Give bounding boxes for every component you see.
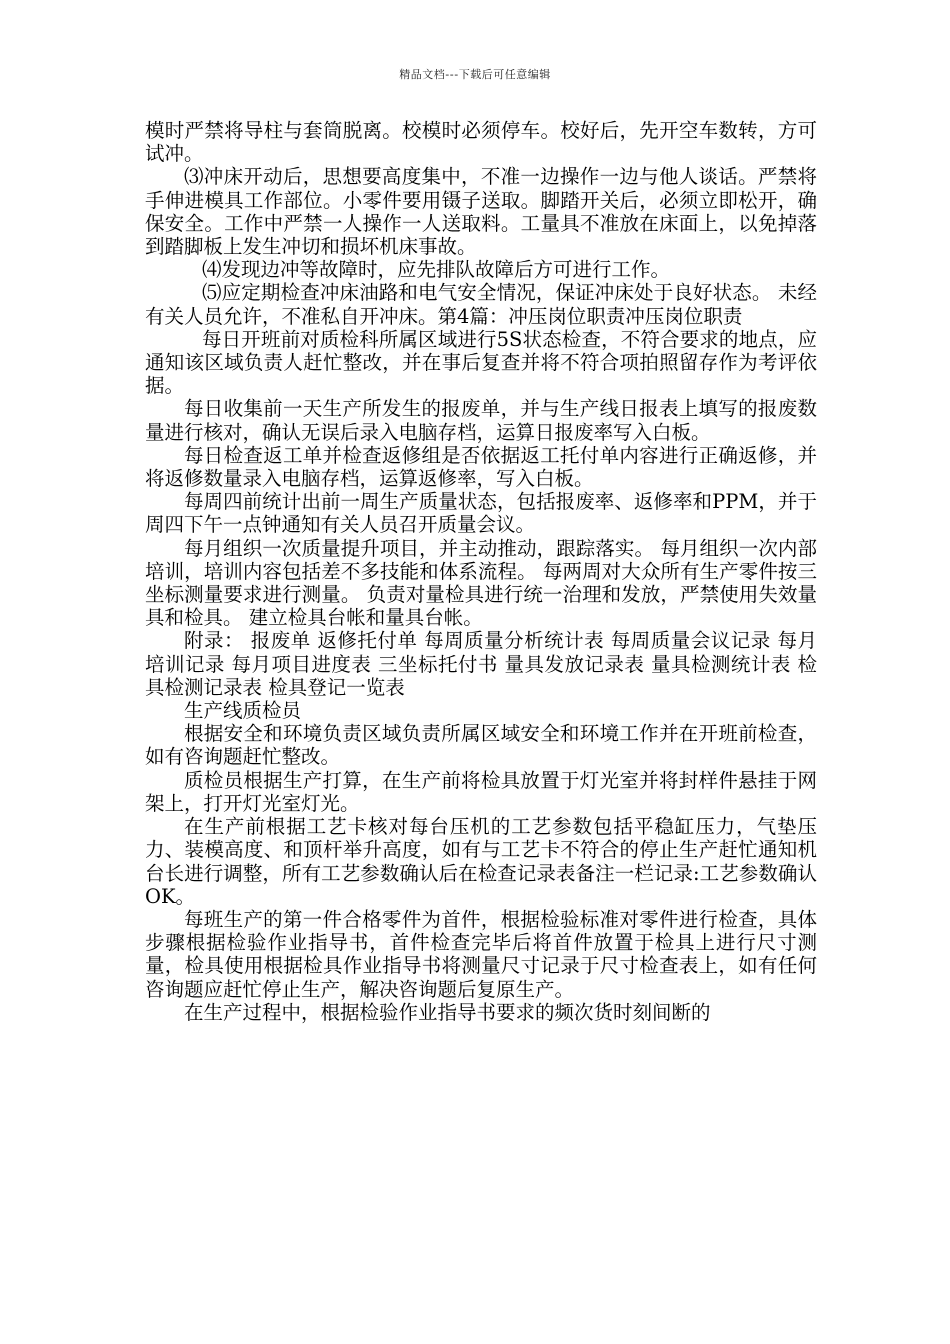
paragraph: 每月组织一次质量提升项目，并主动推动，跟踪落实。 每月组织一次内部培训，培训内容包括差不多技能和体系流程。 每两周对大众所有生产零件按三坐标测量要求进行测量。 负责对量检具进行统一治理和发放，严禁使用失效量具和检具。 建立检具台帐和量具台帐。: [145, 536, 817, 630]
paragraph: 每日开班前对质检科所属区域进行5S状态检查，不符合要求的地点，应通知该区域负责人赶忙整改，并在事后复查并将不符合项拍照留存作为考评依据。: [145, 327, 817, 398]
paragraph: 每周四前统计出前一周生产质量状态，包括报废率、返修率和PPM，并于周四下午一点钟通知有关人员召开质量会议。: [145, 490, 817, 537]
paragraph: 附录： 报废单 返修托付单 每周质量分析统计表 每周质量会议记录 每月培训记录 每月项目进度表 三坐标托付书 量具发放记录表 量具检测统计表 检具检测记录表 检具登记一览表: [145, 629, 817, 699]
paragraph: 每班生产的第一件合格零件为首件，根据检验标准对零件进行检查，具体步骤根据检验作业指导书，首件检查完毕后将首件放置于检具上进行尺寸测量，检具使用根据检具作业指导书将测量尺寸记录于尺寸检查表上，如有任何咨询题应赶忙停止生产，解决咨询题后复原生产。: [145, 907, 817, 1001]
paragraph: ⑸应定期检查冲床油路和电气安全情况，保证冲床处于良好状态。 未经有关人员允许，不准私自开冲床。第4篇：冲压岗位职责冲压岗位职责: [145, 281, 817, 328]
section-heading: 生产线质检员: [184, 699, 302, 723]
page-header: 精品文档---下载后可任意编辑: [399, 68, 551, 81]
paragraph: 模时严禁将导柱与套筒脱离。校模时必须停车。校好后，先开空车数转，方可试冲。: [145, 119, 817, 166]
paragraph: 在生产前根据工艺卡核对每台压机的工艺参数包括平稳缸压力，气垫压力、装模高度、和顶杆举升高度，如有与工艺卡不符合的停止生产赶忙通知机台长进行调整，所有工艺参数确认后在检查记录表备注一栏记录:工艺参数确认OK。: [145, 815, 817, 908]
paragraph: ⑷发现边冲等故障时，应先排队故障后方可进行工作。: [202, 258, 671, 282]
paragraph: 根据安全和环境负责区域负责所属区域安全和环境工作并在开班前检查，如有咨询题赶忙整改。: [145, 722, 817, 769]
paragraph: 每日收集前一天生产所发生的报废单，并与生产线日报表上填写的报废数量进行核对，确认无误后录入电脑存档，运算日报废率写入白板。: [145, 397, 817, 444]
paragraph: 在生产过程中，根据检验作业指导书要求的频次货时刻间断的: [184, 1000, 711, 1024]
document-body: [145, 119, 817, 1024]
paragraph: ⑶冲床开动后，思想要高度集中，不准一边操作一边与他人谈话。严禁将手伸进模具工作部位。小零件要用镊子送取。脚踏开关后，必须立即松开，确保安全。工作中严禁一人操作一人送取料。工量具不准放在床面上，以免掉落到踏脚板上发生冲切和损坏机床事故。: [145, 165, 817, 259]
paragraph: 质检员根据生产打算，在生产前将检具放置于灯光室并将封样件悬挂于网架上，打开灯光室灯光。: [145, 768, 817, 815]
paragraph: 每日检查返工单并检查返修组是否依据返工托付单内容进行正确返修，并将返修数量录入电脑存档，运算返修率，写入白板。: [145, 443, 817, 491]
